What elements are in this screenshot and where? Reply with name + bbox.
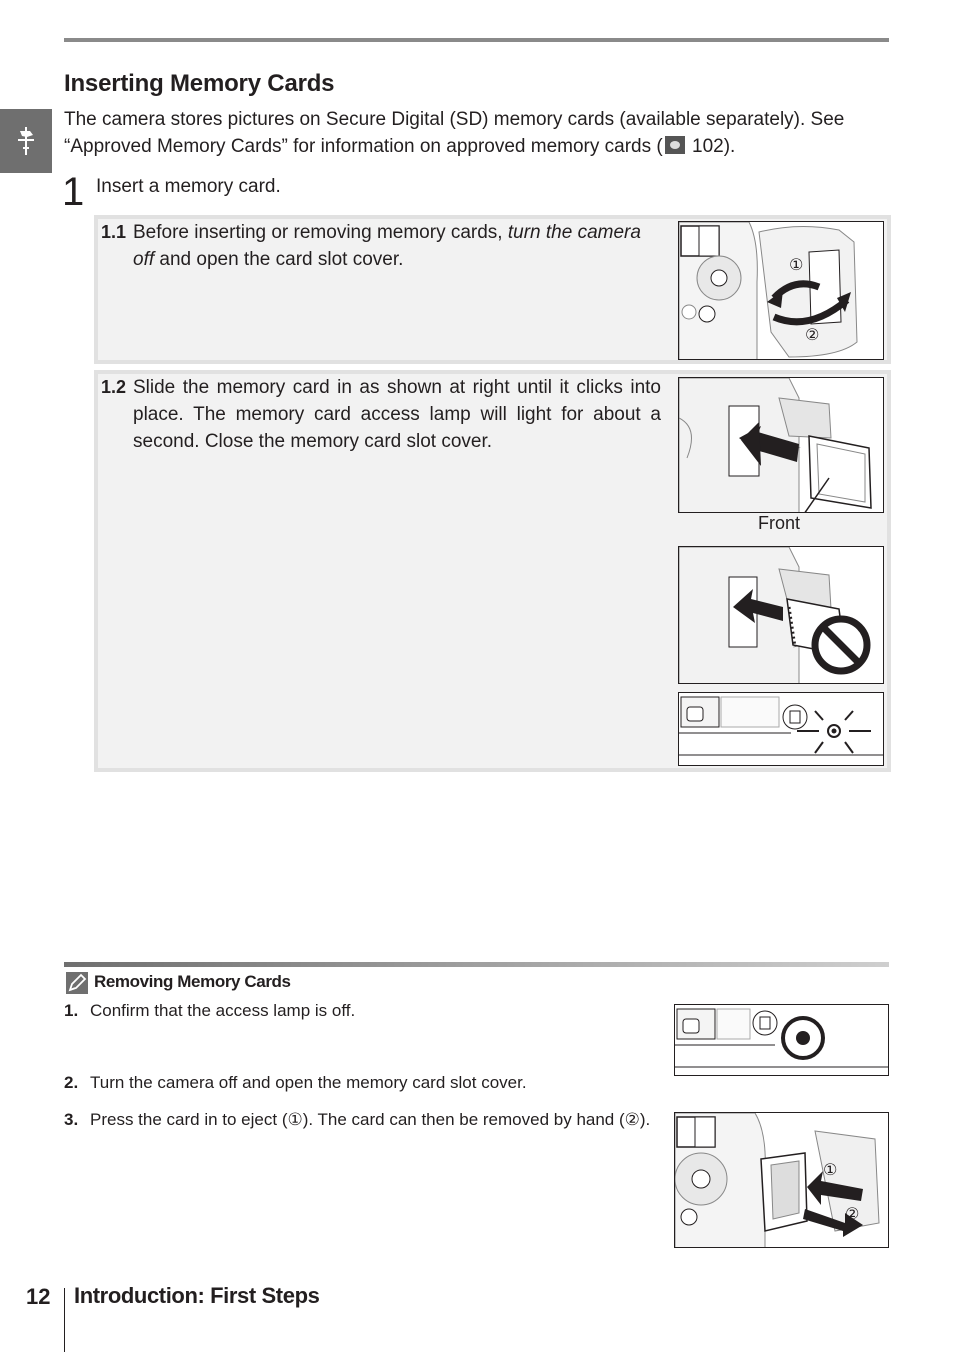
chapter-tab bbox=[0, 109, 52, 173]
intro-page-ref[interactable]: 102 bbox=[692, 136, 724, 157]
note-rule bbox=[64, 962, 889, 967]
page-reference-icon bbox=[665, 136, 685, 154]
substep-text-end: and open the card slot cover. bbox=[154, 249, 404, 270]
step-text: Insert a memory card. bbox=[96, 176, 281, 197]
callout-2: ② bbox=[805, 325, 820, 344]
pencil-icon bbox=[66, 972, 88, 994]
access-lamp-off-illustration bbox=[674, 1004, 889, 1076]
substep-number: 1.1 bbox=[101, 222, 127, 242]
intro-paragraph bbox=[64, 106, 890, 160]
eject-card-illustration bbox=[674, 1112, 889, 1248]
substep-text bbox=[133, 219, 661, 273]
camera-cover-drawing bbox=[679, 222, 884, 360]
note-item-text: Press the card in to eject (①). The card can then be removed by hand (②). bbox=[90, 1110, 651, 1129]
note-item-number: 1. bbox=[64, 1001, 79, 1020]
card-removal-drawing bbox=[675, 1113, 889, 1248]
page-number: 12 bbox=[26, 1284, 51, 1309]
callout-1: ① bbox=[823, 1160, 838, 1179]
incorrect-card-drawing bbox=[679, 547, 884, 684]
intro-text-end: ). bbox=[723, 136, 736, 157]
access-lamp-lit-drawing bbox=[679, 693, 884, 766]
callout-2: ② bbox=[845, 1204, 860, 1223]
note-item bbox=[64, 1108, 664, 1156]
substep-text-start: Before inserting or removing memory cards, bbox=[133, 222, 508, 243]
note-item-number: 2. bbox=[64, 1073, 79, 1092]
section-title: Inserting Memory Cards bbox=[64, 70, 335, 97]
note-item bbox=[64, 999, 664, 1023]
insert-card-illustration bbox=[678, 377, 884, 513]
open-cover-illustration bbox=[678, 221, 884, 360]
step-number: 1 bbox=[62, 170, 85, 214]
chapter-title: Introduction: First Steps bbox=[74, 1283, 320, 1308]
wrong-insertion-illustration bbox=[678, 546, 884, 684]
note-item bbox=[64, 1071, 664, 1095]
substep-text-emphasis: turn the camera off bbox=[133, 222, 641, 270]
note-item-text: Turn the camera off and open the memory card slot cover. bbox=[90, 1073, 527, 1092]
card-insertion-drawing bbox=[679, 378, 884, 513]
callout-1: ① bbox=[789, 255, 804, 274]
substep-number: 1.2 bbox=[101, 377, 127, 397]
note-item-text: Confirm that the access lamp is off. bbox=[90, 1001, 356, 1020]
front-label: Front bbox=[758, 513, 801, 533]
footer-rule bbox=[64, 1288, 65, 1352]
note-item-number: 3. bbox=[64, 1110, 79, 1129]
substep-text: Slide the memory card in as shown at right until it clicks into place. The memory card access lamp will light for about a second. Close the memory card slot cover. bbox=[133, 377, 661, 452]
weathervane-icon bbox=[14, 125, 38, 157]
intro-text: The camera stores pictures on Secure Digital (SD) memory cards (available separately). See “Approved Memory Cards” for information on approved memory cards ( bbox=[64, 109, 845, 157]
access-lamp-off-drawing bbox=[675, 1005, 889, 1076]
top-rule bbox=[64, 38, 889, 42]
access-lamp-on-illustration bbox=[678, 692, 884, 766]
note-title: Removing Memory Cards bbox=[94, 972, 291, 991]
